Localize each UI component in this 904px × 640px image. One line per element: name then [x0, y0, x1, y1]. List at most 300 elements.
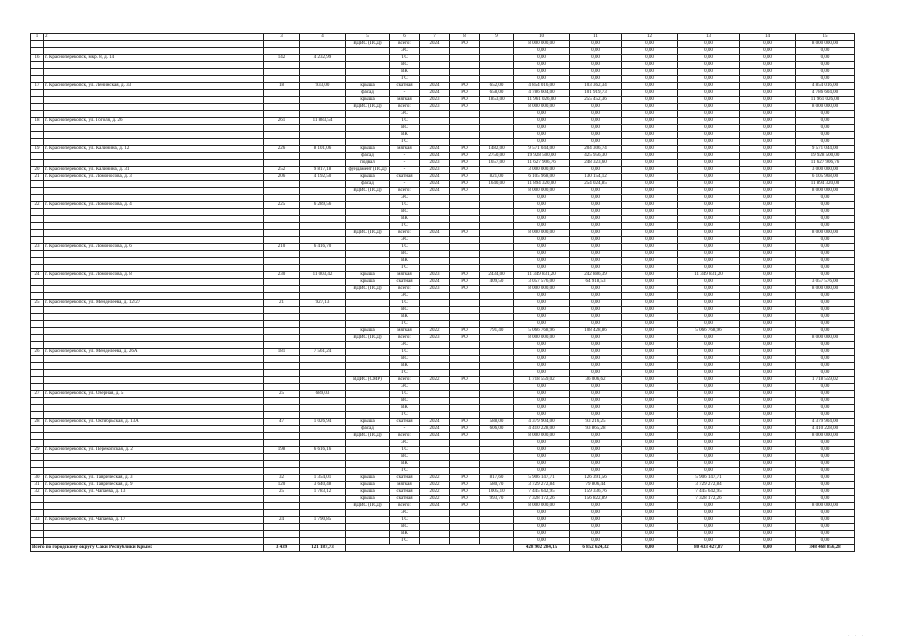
table-cell	[44, 209, 264, 216]
table-cell: 0,00	[796, 293, 855, 300]
table-cell: 0,00	[570, 307, 622, 314]
table-cell	[44, 237, 264, 244]
table-cell	[480, 510, 514, 517]
table-cell	[31, 426, 44, 433]
table-cell: 0,00	[678, 510, 740, 517]
table-cell: 0,00	[622, 370, 678, 377]
table-cell: 0,00	[514, 237, 570, 244]
table-cell	[480, 132, 514, 139]
table-cell: ВК	[390, 531, 420, 538]
table-cell	[300, 496, 346, 503]
table-row	[31, 104, 855, 111]
table-cell: 1 718 559,02	[796, 377, 855, 384]
table-cell: 226	[264, 146, 300, 153]
table-cell: 0,00	[740, 153, 796, 160]
table-cell: 28	[31, 419, 44, 426]
table-cell: 2024	[420, 503, 450, 510]
table-cell: 0,00	[514, 349, 570, 356]
table-cell	[264, 440, 300, 447]
table-cell	[420, 237, 450, 244]
table-cell: ВДИС (ПСД)	[346, 433, 390, 440]
table-cell: ГС	[390, 468, 420, 475]
table-cell: 0,00	[514, 461, 570, 468]
table-cell	[264, 48, 300, 55]
table-cell: ЭС	[390, 111, 420, 118]
table-cell: 0,00	[514, 118, 570, 125]
table-cell: 0,00	[796, 398, 855, 405]
table-cell: 0,00	[622, 118, 678, 125]
table-cell: ВС	[390, 251, 420, 258]
table-cell: 0,00	[740, 454, 796, 461]
table-cell: 0,00	[514, 223, 570, 230]
table-cell: 0,00	[796, 111, 855, 118]
table-cell: 0,00	[796, 363, 855, 370]
table-cell: 0,00	[622, 538, 678, 545]
table-cell: 0,00	[796, 216, 855, 223]
table-cell: 0,00	[796, 69, 855, 76]
table-cell: 25	[31, 300, 44, 307]
table-cell	[264, 223, 300, 230]
table-cell: 0,00	[740, 503, 796, 510]
table-cell	[264, 538, 300, 545]
table-cell: 0,00	[622, 237, 678, 244]
table-cell	[450, 307, 480, 314]
table-cell: 0,00	[622, 398, 678, 405]
table-cell: РО	[450, 167, 480, 174]
table-cell	[420, 391, 450, 398]
table-cell: г. Красноперекопск, ул. Октябрьская, д. 13А	[44, 419, 264, 426]
table-row	[31, 125, 855, 132]
table-cell: 0,00	[570, 251, 622, 258]
table-cell: 0,00	[570, 293, 622, 300]
table-cell: 0,00	[740, 286, 796, 293]
table-cell: 17	[31, 83, 44, 90]
table-cell: 0,00	[796, 62, 855, 69]
table-cell	[31, 195, 44, 202]
table-cell	[346, 76, 390, 83]
table-cell	[450, 447, 480, 454]
table-cell	[450, 384, 480, 391]
table-cell: 0,00	[570, 531, 622, 538]
table-cell	[31, 412, 44, 419]
table-cell: 0,00	[678, 356, 740, 363]
table-cell: скатная	[390, 419, 420, 426]
table-cell	[450, 468, 480, 475]
table-cell	[450, 265, 480, 272]
table-row	[31, 83, 855, 90]
table-cell: всего:	[390, 104, 420, 111]
table-cell: 0,00	[622, 391, 678, 398]
table-cell: ЭС	[390, 342, 420, 349]
table-cell: 0,00	[796, 209, 855, 216]
table-cell	[480, 356, 514, 363]
table-cell	[31, 286, 44, 293]
table-cell	[44, 377, 264, 384]
table-cell	[450, 118, 480, 125]
table-cell: 6 105 968,00	[514, 174, 570, 181]
table-cell: 0,00	[570, 412, 622, 419]
table-cell	[44, 139, 264, 146]
table-cell: 0,00	[622, 384, 678, 391]
table-cell: г. Красноперекопск, ул. Менделеева, д. 12/27	[44, 300, 264, 307]
table-cell: 0,00	[678, 41, 740, 48]
table-cell: 6 416,70	[300, 244, 346, 251]
table-row	[31, 447, 855, 454]
table-cell: 0,00	[622, 300, 678, 307]
table-cell: 261	[264, 118, 300, 125]
table-cell: ТС	[390, 55, 420, 62]
total-c14: 0,00	[740, 545, 796, 552]
table-cell: 8 000 000,00	[514, 286, 570, 293]
table-row	[31, 300, 855, 307]
table-cell: 409,50	[480, 279, 514, 286]
table-cell: 0,00	[622, 279, 678, 286]
table-cell: 19 928 500,00	[514, 153, 570, 160]
table-cell: 8	[450, 34, 480, 41]
table-cell: 0,00	[570, 69, 622, 76]
table-cell	[300, 377, 346, 384]
table-cell	[264, 195, 300, 202]
table-cell	[31, 531, 44, 538]
table-cell	[450, 55, 480, 62]
table-cell: 0,00	[622, 496, 678, 503]
table-cell: 4 379 904,00	[796, 419, 855, 426]
table-cell: 20	[31, 167, 44, 174]
table-cell	[31, 90, 44, 97]
table-row	[31, 468, 855, 475]
table-cell: -	[390, 160, 420, 167]
table-cell: РО	[450, 286, 480, 293]
table-cell	[264, 293, 300, 300]
table-cell	[300, 328, 346, 335]
table-cell	[31, 377, 44, 384]
table-cell	[44, 531, 264, 538]
table-cell	[300, 279, 346, 286]
table-cell: мягкая	[390, 146, 420, 153]
table-cell	[420, 538, 450, 545]
table-cell: 5 906 147,71	[514, 475, 570, 482]
table-cell: РО	[450, 419, 480, 426]
table-cell	[450, 62, 480, 69]
table-row	[31, 188, 855, 195]
table-cell: 0,00	[740, 160, 796, 167]
table-cell: 0,00	[740, 356, 796, 363]
table-cell: 14	[740, 34, 796, 41]
table-cell	[264, 132, 300, 139]
table-cell	[346, 321, 390, 328]
table-cell	[300, 265, 346, 272]
table-cell: ВК	[390, 405, 420, 412]
table-cell: 0,00	[570, 342, 622, 349]
table-cell: 0,00	[514, 300, 570, 307]
table-cell	[264, 216, 300, 223]
table-cell: 0,00	[796, 496, 855, 503]
table-cell	[31, 69, 44, 76]
table-cell	[450, 356, 480, 363]
table-cell: 0,00	[514, 307, 570, 314]
table-cell: 791,40	[480, 328, 514, 335]
table-cell	[346, 538, 390, 545]
table-cell	[44, 195, 264, 202]
table-row	[31, 230, 855, 237]
table-cell: 0,00	[514, 258, 570, 265]
table-cell: 0,00	[740, 216, 796, 223]
table-cell	[44, 503, 264, 510]
table-cell	[300, 363, 346, 370]
table-cell: РО	[450, 496, 480, 503]
table-cell: ГС	[390, 412, 420, 419]
table-cell	[420, 321, 450, 328]
table-cell	[264, 251, 300, 258]
table-cell: 1657,00	[480, 160, 514, 167]
table-cell	[480, 188, 514, 195]
table-row	[31, 279, 855, 286]
table-cell: 120	[264, 482, 300, 489]
table-cell: всего:	[390, 188, 420, 195]
table-cell: скатная	[390, 279, 420, 286]
table-cell: ВДИС (ПСД)	[346, 335, 390, 342]
table-cell	[420, 76, 450, 83]
table-cell: 11 349 831,20	[678, 272, 740, 279]
table-cell: -	[390, 426, 420, 433]
table-cell	[44, 90, 264, 97]
table-cell: 0,00	[622, 461, 678, 468]
table-cell: 4 786 604,00	[514, 90, 570, 97]
table-cell: 0,00	[740, 167, 796, 174]
table-cell: 2023	[420, 167, 450, 174]
table-cell: 0,00	[570, 41, 622, 48]
table-cell: 3 000 000,00	[514, 167, 570, 174]
table-cell: 13	[678, 34, 740, 41]
table-cell	[300, 454, 346, 461]
table-cell	[346, 363, 390, 370]
table-cell: 0,00	[740, 272, 796, 279]
table-cell: 10	[514, 34, 570, 41]
table-cell: 22	[31, 202, 44, 209]
table-cell: 0,00	[622, 244, 678, 251]
table-cell	[31, 440, 44, 447]
table-cell: 11 349 831,20	[514, 272, 570, 279]
table-cell	[264, 370, 300, 377]
total-c10: 428 902 284,15	[514, 545, 570, 552]
table-cell	[300, 216, 346, 223]
table-row	[31, 377, 855, 384]
table-cell	[44, 426, 264, 433]
table-cell: 0,00	[622, 426, 678, 433]
table-cell: 0,00	[796, 517, 855, 524]
table-cell: 0,00	[678, 405, 740, 412]
table-cell	[300, 426, 346, 433]
table-cell	[346, 517, 390, 524]
table-cell: 2024	[420, 90, 450, 97]
table-cell: ВС	[390, 398, 420, 405]
table-cell: всего:	[390, 286, 420, 293]
table-row	[31, 244, 855, 251]
table-cell	[346, 48, 390, 55]
table-cell	[264, 524, 300, 531]
table-cell	[31, 370, 44, 377]
table-cell: 5 906 147,71	[678, 475, 740, 482]
table-cell: 7 328 172,26	[678, 496, 740, 503]
table-cell	[31, 384, 44, 391]
table-cell: 0,00	[678, 461, 740, 468]
table-cell: 588,00	[480, 419, 514, 426]
table-cell: 0,00	[622, 363, 678, 370]
table-cell: 0,00	[740, 55, 796, 62]
table-cell	[346, 265, 390, 272]
table-row	[31, 202, 855, 209]
table-cell: 0,00	[678, 531, 740, 538]
table-cell: ЭС	[390, 510, 420, 517]
table-cell: РО	[450, 181, 480, 188]
table-cell: мягкая	[390, 482, 420, 489]
table-cell	[346, 244, 390, 251]
table-cell	[346, 55, 390, 62]
table-cell: ТС	[390, 300, 420, 307]
table-cell	[480, 216, 514, 223]
table-cell	[31, 335, 44, 342]
table-cell: 11 627 906,76	[514, 160, 570, 167]
table-cell	[346, 118, 390, 125]
table-cell	[346, 370, 390, 377]
table-cell	[346, 356, 390, 363]
table-cell	[420, 531, 450, 538]
table-row	[31, 223, 855, 230]
table-row	[31, 286, 855, 293]
table-cell: 0,00	[740, 237, 796, 244]
table-cell: 7 445 642,95	[514, 489, 570, 496]
table-cell: 11 961 026,00	[514, 97, 570, 104]
table-row	[31, 370, 855, 377]
table-cell: РО	[450, 279, 480, 286]
table-cell: 0,00	[740, 538, 796, 545]
table-cell: 0,00	[740, 489, 796, 496]
table-cell	[346, 293, 390, 300]
table-cell	[480, 314, 514, 321]
table-cell: 0,00	[622, 328, 678, 335]
table-cell: 0,00	[514, 55, 570, 62]
table-cell: 9 571 044,00	[796, 146, 855, 153]
table-cell: 0,00	[678, 90, 740, 97]
table-cell	[346, 111, 390, 118]
table-cell	[264, 398, 300, 405]
table-cell: 0,00	[622, 125, 678, 132]
table-cell: 126 391,56	[570, 475, 622, 482]
table-cell: 0,00	[570, 349, 622, 356]
table-cell: 0,00	[796, 475, 855, 482]
table-cell	[300, 251, 346, 258]
table-cell	[31, 454, 44, 461]
table-cell: 0,00	[796, 244, 855, 251]
table-cell	[420, 440, 450, 447]
table-cell: 0,00	[514, 363, 570, 370]
table-cell: 8 000 000,00	[796, 188, 855, 195]
table-cell: 0,00	[796, 531, 855, 538]
table-cell: г. Красноперекопск, ул. Калинина, д. 12	[44, 146, 264, 153]
table-cell: 0,00	[570, 356, 622, 363]
table-cell	[264, 503, 300, 510]
table-cell: РО	[450, 146, 480, 153]
table-cell	[346, 62, 390, 69]
table-cell: 2024	[420, 83, 450, 90]
table-cell	[44, 97, 264, 104]
table-cell: 0,00	[570, 440, 622, 447]
table-cell: 0,00	[622, 188, 678, 195]
table-cell	[264, 468, 300, 475]
table-cell	[300, 503, 346, 510]
table-cell	[44, 510, 264, 517]
table-cell: 0,00	[514, 76, 570, 83]
table-cell	[346, 258, 390, 265]
table-cell	[420, 370, 450, 377]
table-cell	[44, 132, 264, 139]
table-cell: 0,00	[622, 286, 678, 293]
table-cell: 6 616,16	[300, 447, 346, 454]
table-cell: 0,00	[622, 111, 678, 118]
table-cell: 0,00	[570, 223, 622, 230]
table-cell: фасад	[346, 181, 390, 188]
table-cell: 24	[264, 517, 300, 524]
table-cell: 0,00	[678, 398, 740, 405]
table-cell	[480, 237, 514, 244]
table-cell: 0,00	[740, 83, 796, 90]
table-cell: крыша	[346, 279, 390, 286]
table-cell: 8 000 000,00	[796, 503, 855, 510]
table-cell: 0,00	[796, 370, 855, 377]
table-cell: 0,00	[678, 426, 740, 433]
table-cell	[31, 405, 44, 412]
table-cell: 0,00	[622, 440, 678, 447]
table-cell: 1 354,01	[300, 475, 346, 482]
table-cell	[480, 538, 514, 545]
table-cell	[264, 97, 300, 104]
table-cell: 2022	[420, 482, 450, 489]
table-cell: 0,00	[740, 258, 796, 265]
table-cell: 0,00	[570, 265, 622, 272]
table-cell	[420, 363, 450, 370]
table-cell: 0,00	[796, 265, 855, 272]
table-cell: 0,00	[570, 139, 622, 146]
table-row	[31, 195, 855, 202]
table-cell	[450, 517, 480, 524]
table-cell	[31, 503, 44, 510]
table-cell	[420, 405, 450, 412]
table-cell: 6 289,56	[300, 202, 346, 209]
table-cell: РО	[450, 41, 480, 48]
table-cell	[480, 405, 514, 412]
table-cell	[450, 216, 480, 223]
table-cell: ВК	[390, 132, 420, 139]
table-cell: 0,00	[678, 286, 740, 293]
table-cell: 2024	[420, 146, 450, 153]
table-cell: 0,00	[570, 538, 622, 545]
table-cell: крыша	[346, 475, 390, 482]
table-cell	[450, 209, 480, 216]
table-cell: 0,00	[678, 314, 740, 321]
table-cell: 0,00	[514, 321, 570, 328]
table-cell: 0,00	[570, 76, 622, 83]
table-cell: 0,00	[678, 391, 740, 398]
table-cell	[264, 265, 300, 272]
table-cell	[480, 517, 514, 524]
table-cell	[264, 160, 300, 167]
table-cell	[264, 461, 300, 468]
table-row	[31, 349, 855, 356]
table-cell	[480, 468, 514, 475]
table-cell: 0,00	[622, 468, 678, 475]
table-cell: 2750,00	[480, 153, 514, 160]
table-cell: 0,00	[622, 314, 678, 321]
